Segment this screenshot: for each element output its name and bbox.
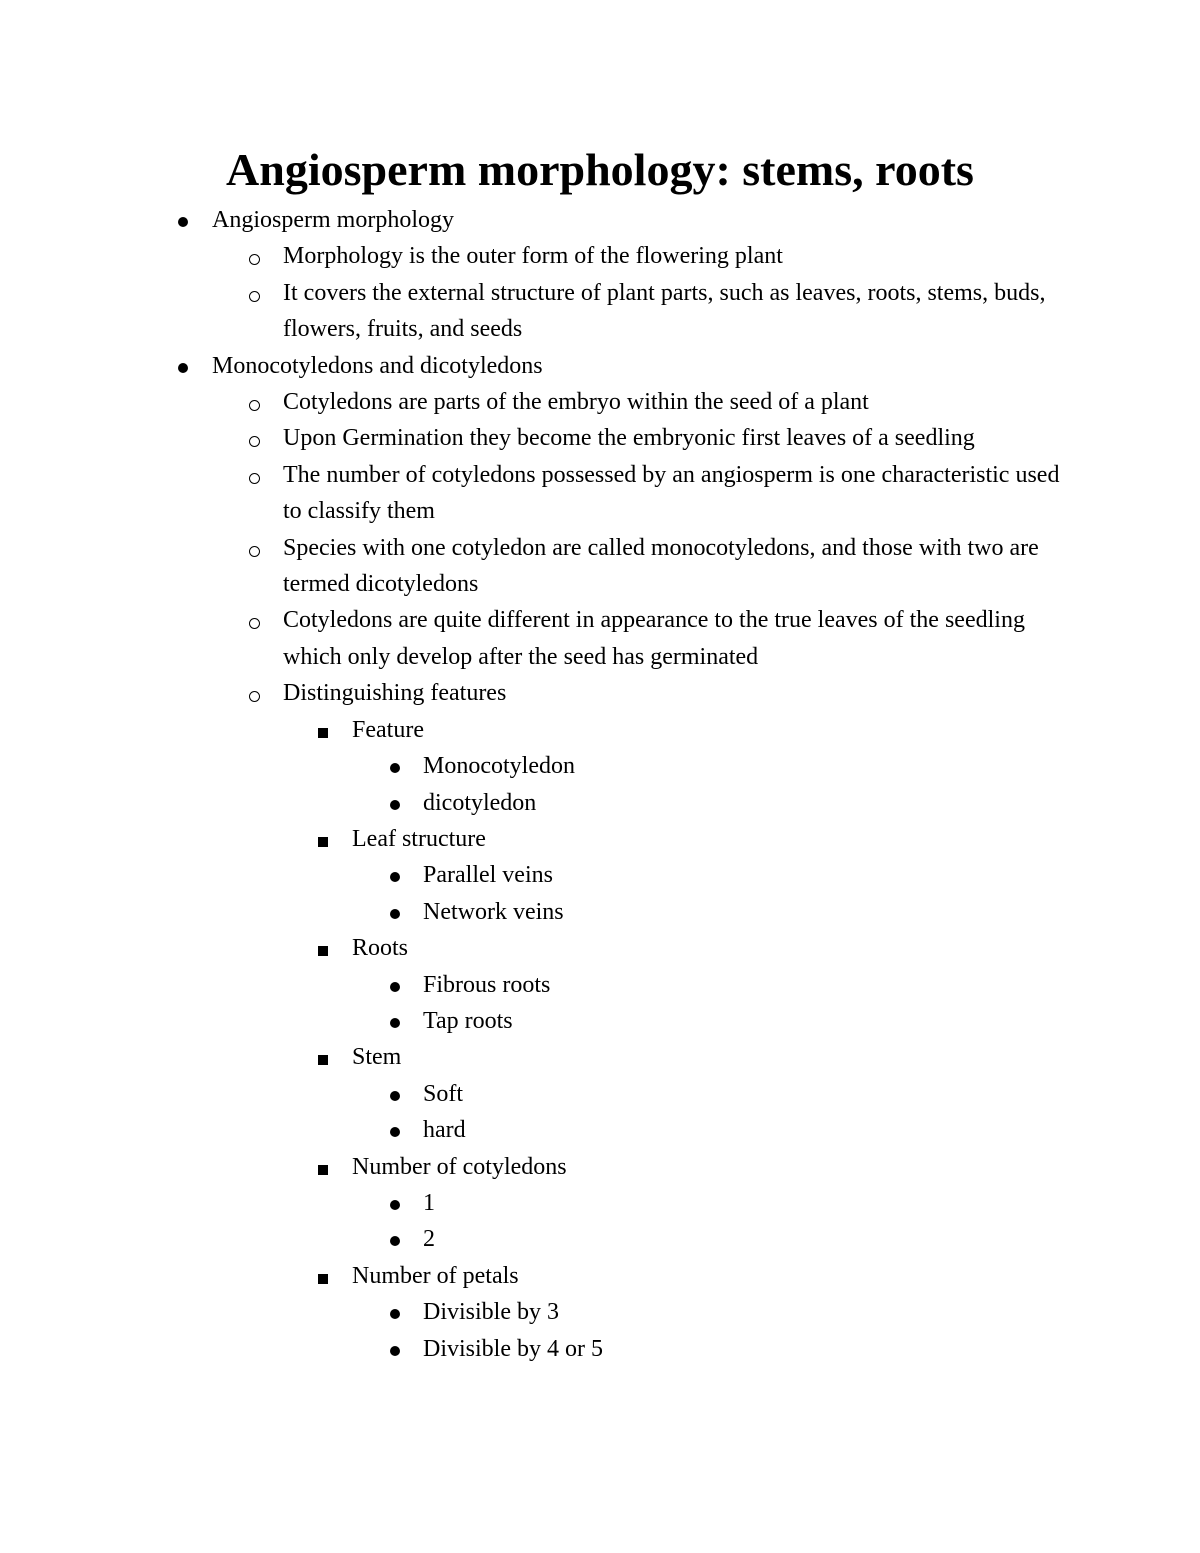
feature-item <box>0 712 1200 821</box>
feature-value <box>0 1221 1200 1257</box>
feature-value-text: Monocotyledon <box>423 753 575 780</box>
filled-circle-bullet-icon <box>390 1185 402 1221</box>
feature-item <box>0 930 1200 1039</box>
feature-item <box>0 1258 1200 1367</box>
feature-value-text: Divisible by 3 <box>423 1299 559 1326</box>
sub-item <box>0 675 1200 1367</box>
filled-circle-bullet-icon <box>390 857 402 893</box>
feature-value <box>0 1112 1200 1148</box>
sub-item <box>0 602 1200 675</box>
sub-item <box>0 275 1200 348</box>
feature-name: Feature <box>352 716 424 743</box>
feature-value <box>0 857 1200 893</box>
filled-circle-bullet-icon <box>390 967 402 1003</box>
hollow-circle-bullet-icon <box>249 275 263 311</box>
feature-value <box>0 1185 1200 1221</box>
outline-list <box>0 202 1200 1367</box>
hollow-circle-bullet-icon <box>249 384 263 420</box>
sub-item-text: It covers the external structure of plant parts, such as leaves, roots, stems, buds, flowers, fruits, and seeds <box>283 279 1046 343</box>
document-title: Angiosperm morphology: stems, roots <box>226 144 974 195</box>
square-bullet-icon <box>318 821 330 857</box>
feature-name: Roots <box>352 935 409 962</box>
feature-value <box>0 785 1200 821</box>
hollow-circle-bullet-icon <box>249 420 263 456</box>
hollow-circle-bullet-icon <box>249 238 263 274</box>
feature-values <box>0 748 1200 821</box>
sub-item-text: The number of cotyledons possessed by an angiosperm is one characteristic used to classify them <box>283 461 1060 525</box>
sub-item <box>0 420 1200 456</box>
hollow-circle-bullet-icon <box>249 457 263 493</box>
filled-circle-bullet-icon <box>390 785 402 821</box>
square-bullet-icon <box>318 930 330 966</box>
sub-item-text: Distinguishing features <box>283 680 507 707</box>
feature-values <box>0 1185 1200 1258</box>
feature-value <box>0 1331 1200 1367</box>
feature-value-text: Parallel veins <box>423 862 553 889</box>
filled-circle-bullet-icon <box>178 348 190 384</box>
filled-circle-bullet-icon <box>178 202 190 238</box>
square-bullet-icon <box>318 1149 330 1185</box>
filled-circle-bullet-icon <box>390 1003 402 1039</box>
outline-item <box>0 348 1200 1367</box>
sub-item <box>0 530 1200 603</box>
filled-circle-bullet-icon <box>390 748 402 784</box>
feature-name: Leaf structure <box>352 825 486 852</box>
filled-circle-bullet-icon <box>390 894 402 930</box>
sub-list <box>0 238 1200 347</box>
feature-value-text: Fibrous roots <box>423 971 551 998</box>
feature-values <box>0 1294 1200 1367</box>
feature-values <box>0 967 1200 1040</box>
sub-item <box>0 457 1200 530</box>
filled-circle-bullet-icon <box>390 1112 402 1148</box>
feature-list <box>0 712 1200 1367</box>
feature-value-text: Network veins <box>423 898 564 925</box>
feature-value <box>0 748 1200 784</box>
feature-value-text: Tap roots <box>423 1007 513 1034</box>
filled-circle-bullet-icon <box>390 1294 402 1330</box>
hollow-circle-bullet-icon <box>249 530 263 566</box>
feature-value <box>0 967 1200 1003</box>
sub-list <box>0 384 1200 1367</box>
square-bullet-icon <box>318 712 330 748</box>
filled-circle-bullet-icon <box>390 1331 402 1367</box>
outline-item-text: Monocotyledons and dicotyledons <box>212 352 543 379</box>
feature-value-text: hard <box>423 1117 466 1144</box>
feature-item <box>0 821 1200 930</box>
square-bullet-icon <box>318 1039 330 1075</box>
feature-name: Number of cotyledons <box>352 1153 567 1180</box>
sub-item-text: Cotyledons are parts of the embryo within the seed of a plant <box>283 389 869 416</box>
feature-value <box>0 1076 1200 1112</box>
sub-item-text: Upon Germination they become the embryonic first leaves of a seedling <box>283 425 975 452</box>
feature-value <box>0 1294 1200 1330</box>
feature-value-text: dicotyledon <box>423 789 537 816</box>
feature-value-text: Soft <box>423 1080 464 1107</box>
sub-item-text: Cotyledons are quite different in appearance to the true leaves of the seedling which only develop after the seed has germinated <box>283 607 1025 670</box>
sub-item <box>0 384 1200 420</box>
feature-value-text: 1 <box>423 1189 435 1216</box>
square-bullet-icon <box>318 1258 330 1294</box>
feature-value-text: 2 <box>423 1226 435 1253</box>
feature-item <box>0 1039 1200 1148</box>
feature-item <box>0 1149 1200 1258</box>
feature-values <box>0 1076 1200 1149</box>
feature-name: Number of petals <box>352 1262 519 1289</box>
feature-value <box>0 894 1200 930</box>
feature-value-text: Divisible by 4 or 5 <box>423 1335 603 1362</box>
feature-value <box>0 1003 1200 1039</box>
outline-item-text: Angiosperm morphology <box>212 207 454 233</box>
filled-circle-bullet-icon <box>390 1221 402 1257</box>
sub-item-text: Morphology is the outer form of the flowering plant <box>283 243 783 270</box>
sub-item-text: Species with one cotyledon are called monocotyledons, and those with two are termed dicotyledons <box>283 534 1039 598</box>
sub-item <box>0 238 1200 274</box>
hollow-circle-bullet-icon <box>249 675 263 711</box>
hollow-circle-bullet-icon <box>249 602 263 638</box>
outline-item <box>0 202 1200 348</box>
feature-values <box>0 857 1200 930</box>
feature-name: Stem <box>352 1044 402 1071</box>
filled-circle-bullet-icon <box>390 1076 402 1112</box>
